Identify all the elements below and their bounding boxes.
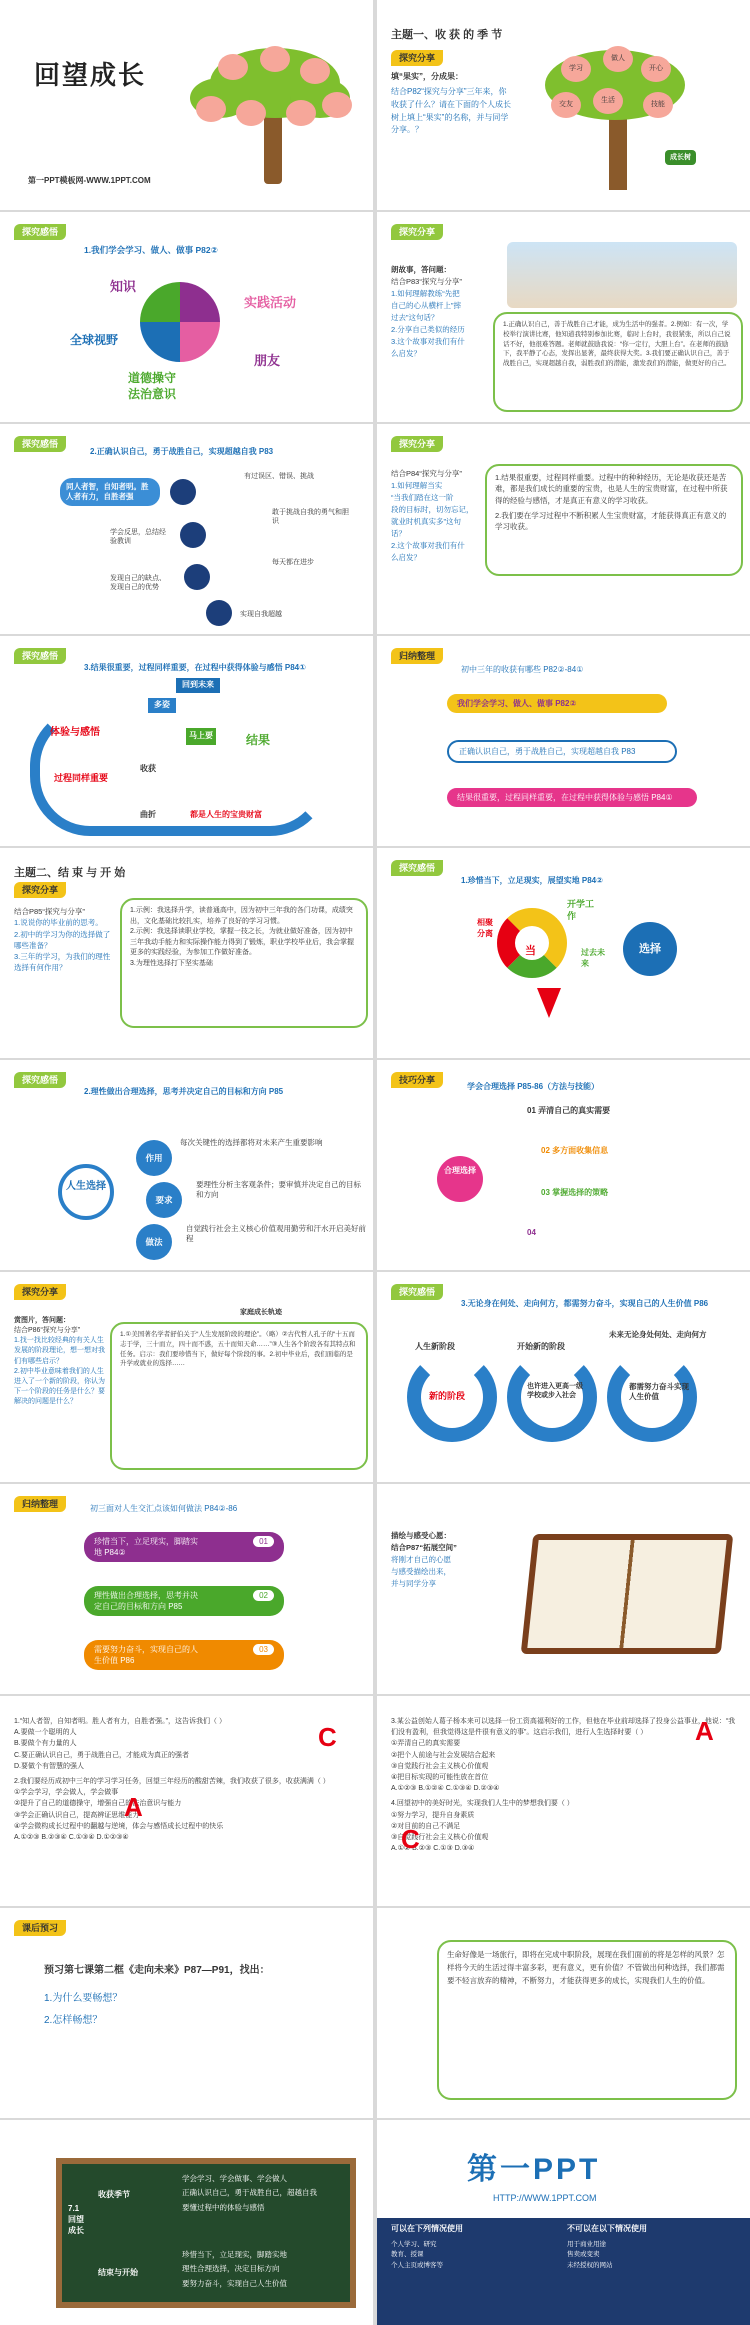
board-list	[182, 2248, 352, 2291]
board-item: 学会学习、学会做事、学会做人	[182, 2174, 287, 2183]
usage-item: 个人学习、研究	[391, 2241, 437, 2248]
petal-label: 知识	[110, 279, 137, 294]
petal-label: 道德操守	[128, 371, 177, 385]
section-tag: 探究分享	[391, 50, 443, 66]
slide-quiz-1	[0, 1696, 373, 1906]
q-line: 1.如何理解教练“先把	[391, 289, 460, 298]
slide-harvest	[377, 0, 750, 210]
q-line: 结合P86“探究与分享”	[14, 1327, 81, 1335]
preview-heading: 预习第七课第二框《走向未来》P87—P91，找出：	[44, 1965, 270, 1976]
step-icon	[184, 564, 210, 590]
slide-title-text: 回望成长	[34, 60, 147, 90]
question: 4.回望初中的美好时光，实现我们人生中的梦想我们要（ ）	[391, 1800, 574, 1808]
usage-footer	[377, 2218, 750, 2325]
road-label: 体验与感悟	[50, 727, 100, 738]
petal-text: 要理性分析主客观条件；要审慎并决定自己的目标和方向	[196, 1180, 361, 1200]
q-line: 1.说说你的毕业前的思考。	[14, 918, 103, 928]
quiz-block	[391, 1716, 736, 1854]
slide-story	[377, 212, 750, 422]
wish-text	[391, 1530, 501, 1590]
petal-label: 全球视野	[70, 333, 119, 347]
usage-right-list	[567, 2240, 613, 2271]
petal-text: 自觉践行社会主义核心价值观用勤劳和汗水开启美好前程	[186, 1224, 366, 1244]
q-line: 3.这个故事对我们有什	[391, 337, 465, 346]
row-text: 理性做出合理选择，思考并决定自己的目标和方向 P85	[94, 1591, 198, 1612]
section-heading: 学会合理选择 P85-86（方法与技能）	[467, 1082, 600, 1091]
point-text: 实现自我超越	[240, 611, 282, 618]
fruit-person: 做人	[603, 46, 633, 72]
answer-box: 1.正确认识自己，善于战胜自己才能，成为生活中的强者。2.例如：有一次，学校举行演讲比赛，他知道我特别参加比赛，临时上台时，我很紧张，所以自己说话不好，他很难答题。老师就鼓励我说：“你一定行，大胆上台”。在老师的鼓励下，我平静了心态，发挥出显著，最终获得大奖。3.我们要正确认识自己，善于战胜自己，实现超越自我，弱胜我们的潜能，激发我们的潜能，做更好的自己。	[493, 312, 743, 412]
answer-box: 1.①美国著名学者舒伯关于“人生发展阶段的理论”。（略）②古代哲人孔子的“十五而志于学，三十而立，四十而不惑，五十而知天命……”③人生各个阶段各有其特点和任务。启示：我们要珍惜当下，做好每个阶段的事。2.初中毕业后，我们面临的是升学或就业的选择……	[110, 1322, 368, 1470]
question-list	[14, 1316, 108, 1407]
point-text: 发现自己的缺点、发现自己的优势	[110, 575, 166, 592]
point-text: 学会反思，总结经验教训	[110, 529, 166, 546]
board-item: 珍惜当下，立足现实，脚踏实地	[182, 2250, 287, 2259]
question: 1.“知人者智，自知者明。胜人者有力，自胜者强。”，这告诉我们（ ）	[14, 1718, 226, 1725]
center-circle: 合理选择	[437, 1156, 483, 1202]
option: ③自觉践行社会主义核心价值观	[391, 1762, 489, 1770]
petal-label: 朋友	[254, 353, 281, 368]
usage-item: 未经授权的网站	[567, 2261, 613, 2269]
quote-banner: 同人者智，自知者明。胜人者有力，自胜者强	[60, 478, 160, 506]
preview-item: 2.怎样畅想？	[44, 2015, 103, 2026]
option: ①努力学习，提升自身素质	[391, 1811, 475, 1819]
slide-summary-2	[0, 1484, 373, 1694]
road-label: 马上要	[186, 728, 216, 745]
question-mark-ring	[497, 908, 567, 978]
option: ②把个人前途与社会发展结合起来	[391, 1751, 496, 1759]
q-line: 结合P83“探究与分享”	[391, 277, 462, 286]
board-list	[182, 2172, 352, 2215]
answer-mark: C	[318, 1722, 337, 1752]
slide-learn	[0, 212, 373, 422]
section-heading: 初中三年的收获有哪些 P82②-84①	[461, 665, 584, 674]
q-line: 结合P85“探究与分享”	[14, 907, 85, 916]
option: D.要做个有智慧的强人	[14, 1762, 84, 1770]
fruit-happy: 开心	[641, 56, 671, 82]
answer-mark: A	[695, 1716, 714, 1746]
row-num: 01	[253, 1536, 274, 1547]
fruit-skill: 技能	[643, 92, 673, 118]
section-tag: 归纳整理	[391, 648, 443, 664]
slide-preview	[0, 1908, 373, 2118]
board-item: 要努力奋斗，实现自己人生价值	[182, 2278, 287, 2288]
summary-bar: 正确认识自己，勇于战胜自己，实现超越自我 P83	[447, 740, 677, 763]
section-heading: 3.无论身在何处、走向何方，都需努力奋斗，实现自己的人生价值 P86	[461, 1299, 709, 1308]
section-heading: 1.我们学会学习、做人、做事 P82②	[84, 245, 218, 255]
curve-label: 开始新的阶段	[517, 1342, 565, 1351]
option: ③自觉践行社会主义核心价值观	[391, 1833, 489, 1841]
method-step: 01 弄清自己的真实需要	[527, 1106, 611, 1115]
usage-item: 教育、授课	[391, 2251, 424, 2259]
usage-left-title: 可以在下列情况使用	[391, 2224, 463, 2233]
option: A.①② B.②③ C.①③ D.③④	[391, 1845, 475, 1853]
step-icon	[170, 479, 196, 505]
petal-circle: 要求	[146, 1182, 182, 1218]
road-label: 都是人生的宝贵财富	[190, 810, 262, 819]
slide-wish	[377, 1484, 750, 1694]
petal-text: 每次关键性的选择都将对未来产生重要影响	[180, 1138, 323, 1147]
road-label: 结果	[246, 733, 271, 747]
point-text: 敢于挑战自我的勇气和胆识	[272, 509, 349, 526]
q-word: 相聚分离	[477, 918, 493, 938]
answer-para: 1.结果很重要，过程同样重要。过程中的种种经历，无论是收获还是苦难，都是我们成长的重要的宝贵，也是人生的宝贵财富，在过程中所获得的经验与感悟，才是真正有意义的学习收获。	[495, 473, 728, 505]
apple-icon	[260, 46, 290, 72]
section-1: 收获季节	[98, 2190, 130, 2199]
answer-para: 2.我们要在学习过程中不断积累人生宝贵财富，才能获得真正有意义的学习收获。	[495, 510, 727, 531]
step-icon	[206, 600, 232, 626]
question-list	[391, 468, 491, 564]
section-tag: 探究感悟	[14, 648, 66, 664]
section-tag: 探究感悟	[391, 1284, 443, 1300]
brand-logo: 第一PPT	[467, 2153, 601, 2186]
section-tag: 技巧分享	[391, 1072, 443, 1088]
apple-icon	[196, 96, 226, 122]
section-tag: 探究分享	[391, 224, 443, 240]
apple-icon	[300, 58, 330, 84]
q-line: 并与同学分享	[391, 1579, 436, 1588]
slide-choice	[0, 848, 373, 1058]
fruit-life: 生活	[593, 88, 623, 114]
board-item: 正确认识自己，勇于战胜自己，超越自我	[182, 2188, 317, 2198]
fruit-study: 学习	[561, 56, 591, 82]
slide-logo	[377, 2120, 750, 2325]
usage-item: 售卖或变卖	[567, 2251, 600, 2259]
section-tag: 探究分享	[391, 436, 443, 452]
summary-bar: 我们学会学习、做人、做事 P82②	[447, 694, 667, 713]
summary-row	[84, 1532, 284, 1562]
curve-text: 新的阶段	[429, 1391, 466, 1401]
section-tag: 探究感悟	[14, 224, 66, 240]
petal-label: 实践活动	[244, 295, 297, 310]
q-line: 赏图片，答问题：	[14, 1317, 70, 1324]
q-line: 段的目标时，切勿忘记，	[391, 505, 474, 514]
point-text: 每天都在进步	[272, 559, 314, 566]
row-num: 02	[253, 1590, 274, 1601]
arrow-down-icon	[537, 988, 561, 1018]
section-tag: 探究感悟	[391, 860, 443, 876]
option: ③学会正确认识自己，提高辨证思维能力	[14, 1811, 140, 1819]
road-label: 收获	[140, 764, 156, 773]
section-title: 主题二、结 束 与 开 始	[14, 867, 126, 879]
q-line: 将刚才自己的心愿	[391, 1555, 451, 1564]
slide-method	[377, 1060, 750, 1270]
option: ④学会微构成长过程中的翻越与逆境，体会与感悟成长过程中的快乐	[14, 1822, 224, 1830]
section-tag: 归纳整理	[14, 1496, 66, 1512]
section-tag: 探究分享	[14, 882, 66, 898]
prompt-text: 结合P82“探究与分享”三年来，你收获了什么？请在下面的个人成长树上填上“果实”的名称，并与同学分享。？	[391, 87, 511, 135]
option: ②对目前的自己不满足	[391, 1822, 461, 1830]
blackboard	[56, 2158, 356, 2308]
center-circle: 人生选择	[58, 1164, 114, 1220]
option: A.①②③ B.①②④ C.①③④ D.②③④	[391, 1785, 500, 1793]
question: 3.某公益创始人葛子杨本来可以选择一份工资高福利好的工作，但他在毕业前却选择了投身公益事业，他说：“我们没有盈利，但我觉得这是件很有意义的事”。这启示我们，进行人生选择时要（ ）	[391, 1718, 736, 1737]
slide-process	[377, 424, 750, 634]
question-list	[14, 906, 114, 974]
summary-row	[84, 1640, 284, 1670]
choice-badge: 选择	[623, 922, 677, 976]
method-step: 02 多方面收集信息	[541, 1146, 609, 1155]
q-line: 就业时机真实多”这句	[391, 517, 461, 526]
slide-know-self	[0, 424, 373, 634]
point-text: 有过误区、错误、挑战	[244, 473, 314, 480]
curve-text: 都需努力奋斗实现人生价值	[629, 1382, 689, 1402]
high-jump-photo	[507, 242, 737, 308]
q-line: 2.初中毕业意味着我们的人生进入了一个新的阶段，你认为下一个阶段的任务是什么？要解决的问题是什么？	[14, 1367, 105, 1406]
summary-bar: 结果很重要，过程同样重要，在过程中获得体验与感悟 P84①	[447, 788, 697, 807]
q-line: 3.三年的学习，为我们的理性选择有何作用？	[14, 952, 111, 973]
q-word: 当	[525, 945, 536, 957]
road-label: 曲折	[140, 810, 156, 819]
q-line: 过去”这句话？	[391, 313, 439, 322]
q-line: 1.如何理解当实	[391, 481, 443, 490]
section-tag: 探究分享	[14, 1284, 66, 1300]
q-line: 1.找一找比较经典的有关人生发展的阶段理论，想一想对我们有哪些启示？	[14, 1337, 105, 1365]
curve-label: 人生新阶段	[415, 1342, 455, 1351]
answer-box	[485, 464, 743, 576]
apple-icon	[286, 100, 316, 126]
summary-row	[84, 1586, 284, 1616]
answer-para: 2.示例：我选择读职业学校，掌握一技之长，为就业做好准备，因为初中三年我动手能力和实际操作能力得到了锻炼，职业学校毕业后，我会掌握更多的实践经验，为参加工作做好准备。	[130, 928, 354, 956]
slide-blackboard	[0, 2120, 373, 2325]
board-item: 理性合理选择，决定目标方向	[182, 2264, 280, 2274]
slide-future-text	[377, 1908, 750, 2118]
q-line: 自己的心从横杆上”摔	[391, 301, 461, 310]
petal-label: 法治意识	[128, 387, 177, 401]
q-line: 朗故事，答问题：	[391, 265, 451, 274]
section-2: 结束与开始	[98, 2268, 138, 2277]
slide-cherish	[377, 848, 750, 1058]
answer-mark: C	[401, 1824, 420, 1854]
q-line: 么启发？	[391, 349, 421, 358]
q-line: 2.这个故事对我们有什	[391, 541, 465, 550]
slide-rational	[0, 1060, 373, 1270]
section-heading: 3.结果很重要，过程同样重要，在过程中获得体验与感悟 P84①	[84, 663, 306, 672]
option: B.要做个有力量的人	[14, 1740, 77, 1748]
q-word: 过去未来	[581, 948, 605, 968]
q-line: 描绘与感受心愿：	[391, 1531, 451, 1540]
section-heading: 2.理性做出合理选择，思考并决定自己的目标和方向 P85	[84, 1087, 284, 1096]
section-tag: 课后预习	[14, 1920, 66, 1936]
question-list	[391, 264, 501, 360]
section-title: 主题一、收 获 的 季 节	[391, 29, 503, 41]
method-step: 03 掌握选择的策略	[541, 1188, 609, 1197]
curve-label: 未来无论身处何处、走向何方	[609, 1330, 707, 1339]
q-line: 么启发？	[391, 553, 421, 562]
q-line: “当我们踏在这一阶	[391, 493, 454, 502]
slide-strive	[377, 1272, 750, 1482]
curve-text: 也许进入更高一级学校或步入社会	[527, 1383, 583, 1400]
usage-item: 个人主页或博客等	[391, 2261, 443, 2269]
option: ①学会学习，学会做人，学会做事	[14, 1789, 119, 1797]
brand-url: HTTP://WWW.1PPT.COM	[493, 2193, 597, 2203]
q-line: 2.分享自己类似的经历	[391, 325, 465, 334]
option: ②提升了自己的道德操守，增强自己的法治意识与能力	[14, 1800, 182, 1808]
stages-badge: 家庭成长轨迹	[240, 1309, 282, 1316]
tree-badge: 成长树	[665, 150, 696, 165]
slide-journey	[0, 636, 373, 846]
question: 2.我们要经历成初中三年的学习学习任务，回望三年经历的酸甜苦辣，我们收获了很多，收获满满（ ）	[14, 1777, 330, 1785]
section-tag: 探究感悟	[14, 436, 66, 452]
instruction: 填“果实”，分成果：	[391, 72, 463, 81]
petal-circle: 作用	[136, 1140, 172, 1176]
petal-circle: 做法	[136, 1224, 172, 1260]
row-num: 03	[253, 1644, 274, 1655]
apple-icon	[236, 100, 266, 126]
q-line: 话？	[391, 529, 406, 538]
slide-footer: 第一PPT模板网-WWW.1PPT.COM	[28, 176, 151, 185]
q-line: 2.初中的学习为你的选择做了哪些准备？	[14, 929, 111, 950]
option: C.要正确认识自己，勇于战胜自己，才能成为真正的强者	[14, 1751, 189, 1759]
answer-para: 3.为理性选择打下坚实基础	[130, 959, 213, 967]
fruit-friends: 交友	[551, 92, 581, 118]
q-word: 开学工作	[567, 899, 595, 922]
pinwheel	[140, 282, 220, 362]
slide-life-stages	[0, 1272, 373, 1482]
section-heading: 2.正确认识自己，勇于战胜自己，实现超越自我 P83	[90, 447, 274, 456]
slide-summary-1	[377, 636, 750, 846]
board-item: 要懂过程中的体验与感悟	[182, 2202, 265, 2212]
answer-mark: A	[124, 1792, 143, 1822]
apple-icon	[218, 54, 248, 80]
q-line: 结合P84“探究与分享”	[391, 469, 462, 478]
slide-title	[0, 0, 373, 210]
road-label: 回到未来	[176, 678, 220, 693]
option: A.①②③ B.②③④ C.①③④ D.①②③④	[14, 1833, 129, 1841]
section-heading: 初三面对人生交汇点该如何做法 P84②-86	[90, 1504, 238, 1513]
preview-item: 1.为什么要畅想？	[44, 1993, 123, 2004]
quiz-block	[14, 1716, 359, 1843]
option: A.要做一个聪明的人	[14, 1729, 77, 1737]
row-text: 珍惜当下，立足现实，脚踏实地 P84②	[94, 1537, 198, 1558]
answer-box	[120, 898, 368, 1028]
step-icon	[180, 522, 206, 548]
answer-box: 生命好像是一场旅行，即将在完成中职阶段，展现在我们面前的将是怎样的风景？怎样将今天的生活过得丰富多彩，更有意义，更有价值？不管做出何种选择，我们都需要不轻言放弃的精神，不断努力，才能获得更多的成长，实现我们人生的价值。	[437, 1940, 737, 2100]
road-label: 过程同样重要	[54, 773, 109, 783]
usage-right-title: 不可以在以下情况使用	[567, 2224, 647, 2233]
answer-para: 1.示例：我选择升学，读普通高中，因为初中三年我的各门功课，成绩突出，文化基础比较扎实，培养了良好的学习习惯。	[130, 907, 353, 925]
slide-quiz-2	[377, 1696, 750, 1906]
usage-left-list	[391, 2240, 443, 2271]
section-tag: 探究感悟	[14, 1072, 66, 1088]
option: ①弄清自己的真实需要	[391, 1740, 461, 1748]
section-heading: 1.珍惜当下，立足现实，展望实地 P84②	[461, 876, 603, 885]
q-line: 与感受描绘出来，	[391, 1567, 451, 1576]
apple-icon	[322, 92, 352, 118]
chapter-label: 7.1 回望成长	[68, 2204, 84, 2235]
option: ④把目标实现的可能性放在首位	[391, 1773, 489, 1781]
open-book-icon	[521, 1534, 734, 1654]
road-label: 多姿	[148, 698, 176, 713]
usage-item: 用于商业用途	[567, 2241, 606, 2248]
row-text: 需要努力奋斗，实现自己的人生价值 P86	[94, 1645, 198, 1666]
q-line: 结合P87“拓展空间”	[391, 1543, 457, 1552]
method-step: 04	[527, 1228, 536, 1237]
